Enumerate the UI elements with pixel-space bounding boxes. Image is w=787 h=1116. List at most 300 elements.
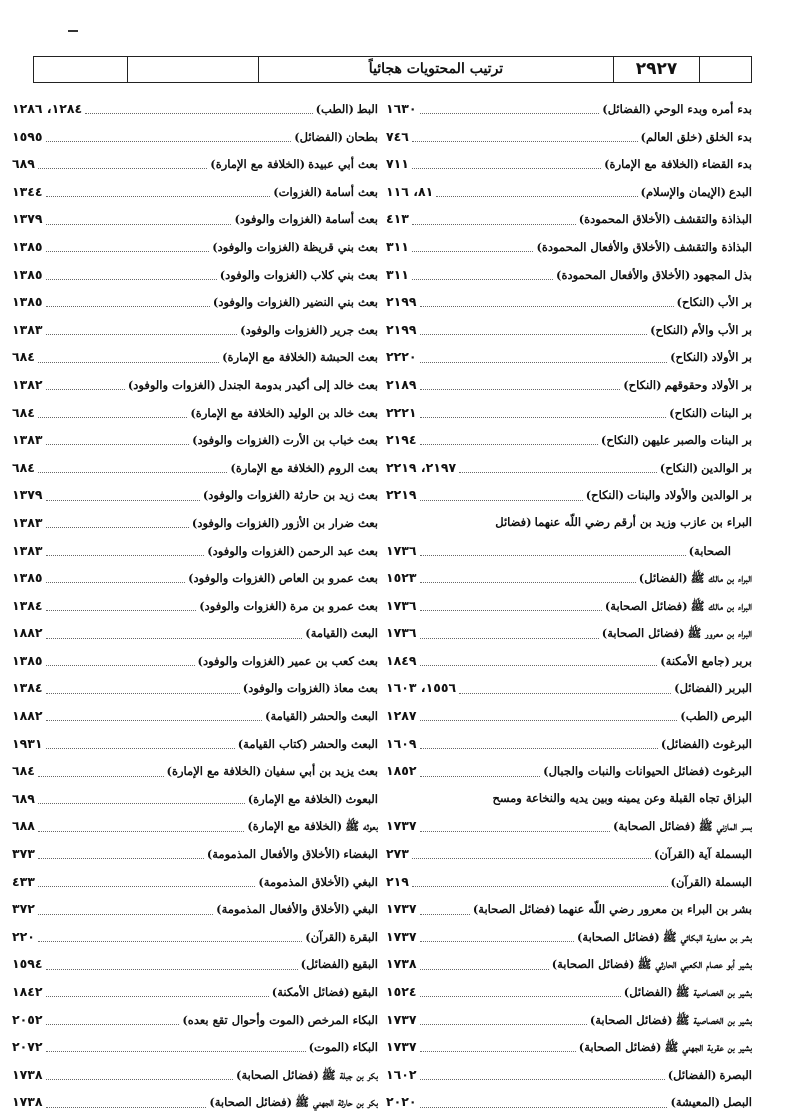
index-entry (386, 868, 752, 896)
entry-page-number: ٢٧٣ (386, 846, 409, 862)
entry-page-number: ١٣٤٤ (12, 183, 43, 199)
entry-category: (الفضائل) (638, 571, 688, 586)
entry-term: بعث بني كلاب (310, 267, 378, 282)
dot-leader (420, 1014, 587, 1025)
index-entry (386, 592, 752, 620)
index-entry (386, 178, 752, 206)
entry-category: (الأخلاق المذمومة) (258, 874, 350, 889)
entry-category: (القيامة) (305, 626, 348, 641)
entry-category: (الغزوات) (273, 184, 323, 199)
entry-page-number: ١٧٣٧ (386, 1011, 417, 1027)
dot-leader (46, 241, 210, 252)
dot-leader (38, 876, 255, 887)
entry-term: بعث يزيد بن أبي سفيان (264, 764, 378, 779)
entry-page-number: ١٨٨٢ (12, 708, 43, 724)
entry-term: بر الأولاد وحقوقهم (664, 377, 752, 392)
entry-term: بعث عمرو بن مرة (290, 598, 378, 613)
entry-category: (النكاح) (600, 433, 640, 448)
entry-page-number: ١٦٣٠ (386, 101, 417, 116)
index-entry (12, 840, 378, 868)
entry-category: (الطب) (315, 102, 354, 116)
entry-page-number: ١٧٣٦ (386, 625, 417, 641)
entry-category: (الأخلاق المحمودة) (578, 212, 671, 227)
entry-category: (النكاح) (659, 460, 699, 475)
entry-category: (الفضائل) (674, 681, 723, 696)
entry-category: (الخلافة مع الإمارة) (222, 350, 317, 365)
index-entry (12, 150, 378, 178)
entry-term: بطحان (345, 129, 378, 144)
entry-page-number: ١٨٥٢ (386, 763, 417, 779)
index-entry (386, 978, 752, 1006)
index-column-left (12, 95, 378, 1116)
entry-page-number: ٢١٩٤ (386, 432, 417, 448)
entry-category: (جامع الأمكنة) (660, 653, 730, 668)
index-entry (12, 674, 378, 702)
index-entry (12, 426, 378, 454)
entry-page-number: ٦٨٤ (12, 763, 35, 779)
dot-leader (46, 1014, 180, 1025)
entry-term: البقيع (352, 957, 378, 972)
entry-term: بعث خالد إلى أكيدر بدومة الجندل (218, 377, 378, 392)
entry-term: البعث والحشر (310, 736, 378, 751)
header-blank-cell (127, 57, 258, 82)
entry-page-number: ٢٠٢٠ (386, 1094, 417, 1110)
index-entry (386, 426, 752, 454)
index-entry (386, 371, 752, 399)
entry-category: (النكاح) (670, 350, 709, 365)
dot-leader (420, 738, 658, 749)
index-entry (12, 233, 378, 261)
entry-category: (فضائل الصحابة) (551, 957, 635, 972)
index-entry (386, 205, 752, 233)
entry-page-number: ٢٠٧٢ (12, 1039, 43, 1055)
entry-category: (كتاب القيامة) (237, 736, 308, 751)
entry-page-number: ١٣٧٩ (12, 487, 43, 503)
entry-term: البراء بن مالك ﷺ (690, 598, 752, 613)
entry-category: (الغزوات والوفود) (219, 267, 308, 282)
dot-leader (420, 1097, 668, 1108)
entry-page-number: ١٥٩٤ (12, 956, 43, 972)
entry-term: البط (356, 102, 378, 116)
entry-category: (الطب) (680, 709, 719, 724)
dot-leader (420, 379, 621, 390)
entry-category: (فضائل الصحابة) (604, 598, 688, 613)
dot-leader (46, 683, 240, 694)
entry-category: (الأخلاق والأفعال المذمومة) (216, 902, 350, 917)
entry-term: بشير بن عقربة الجهني ﷺ (664, 1040, 752, 1055)
entry-page-number: ١٥٢٤ (386, 984, 417, 999)
index-entry (12, 730, 378, 758)
index-entry (386, 564, 752, 592)
entry-page-number: ١٧٣٦ (386, 542, 417, 558)
dot-leader (412, 848, 651, 859)
dot-leader (420, 352, 668, 363)
dot-leader (420, 931, 574, 942)
index-entry (386, 950, 752, 978)
dot-leader (38, 158, 207, 169)
dot-leader (412, 158, 601, 169)
dot-leader (38, 462, 228, 473)
dot-leader (46, 324, 238, 335)
entry-category: (الغزوات والوفود) (207, 543, 296, 558)
entry-category: (الغزوات والوفود) (127, 377, 216, 392)
entry-term: بسر المازني ﷺ (698, 819, 752, 834)
entry-term: بكر بن جبلة ﷺ (321, 1067, 378, 1082)
entry-page-number: ١٥٢٣ (386, 570, 417, 586)
entry-term: البصل (723, 1095, 752, 1110)
entry-page-number: ٢١٩٧، ٢٢١٩ (386, 459, 457, 475)
index-entry (386, 812, 752, 840)
entry-category: (الغزوات والوفود) (240, 322, 328, 337)
entry-category: (الفضائل) (300, 957, 350, 972)
dot-leader (459, 683, 671, 694)
entry-term: بعث عبد الرحمن (298, 543, 378, 558)
index-entry (12, 1033, 378, 1061)
entry-category: (فضائل الصحابة) (601, 626, 685, 641)
entry-category: (فضائل (495, 514, 532, 529)
entry-page-number: ١٣٨٣ (12, 514, 43, 530)
entry-term: بعث أسامة (325, 184, 378, 199)
index-entry (386, 923, 752, 951)
entry-page-number: ١٢٨٤، ١٢٨٦ (12, 101, 83, 116)
index-entry (12, 647, 378, 675)
entry-term: بشير بن الخصاصية ﷺ (675, 985, 752, 999)
index-entry (386, 150, 752, 178)
entry-term: بعوثه ﷺ (345, 819, 378, 834)
index-entry (386, 481, 752, 509)
entry-term: البقيع (352, 985, 378, 999)
index-entry (386, 785, 752, 813)
entry-page-number: ٢٢١٩ (386, 487, 417, 503)
entry-category: (الفضائل) (660, 736, 710, 751)
entry-category: (الخلافة مع الإمارة) (604, 157, 699, 172)
entry-term: البذاذة والتقشف (673, 212, 752, 227)
index-entry (386, 702, 752, 730)
dot-leader (412, 214, 576, 225)
index-entry (12, 509, 378, 537)
index-entry (386, 619, 752, 647)
entry-term: البقرة (349, 929, 378, 944)
dot-leader (38, 821, 244, 832)
dot-leader (420, 710, 678, 721)
entry-term: البغي (352, 874, 378, 889)
index-entry (12, 178, 378, 206)
entry-term: بعث أسامة (325, 212, 378, 227)
index-entry (386, 1061, 752, 1089)
dot-leader (420, 572, 636, 583)
entry-term: بدء الخلق (705, 129, 752, 144)
index-entry (12, 564, 378, 592)
dot-leader (38, 793, 245, 804)
index-column-right (386, 95, 752, 1116)
entry-page-number: ١٣٨٥ (12, 570, 43, 586)
dot-leader (46, 490, 200, 501)
index-entry (12, 288, 378, 316)
entry-category: (فضائل الصحابة) (589, 1012, 673, 1027)
entry-term: البرص (721, 709, 752, 724)
dot-leader (412, 876, 668, 887)
entry-term: بشير أبو عصام الكعبي الحارثي ﷺ (637, 957, 752, 972)
index-entry (12, 537, 378, 565)
entry-term: البربر (725, 681, 752, 696)
entry-term: البرغوث (712, 764, 752, 779)
entry-term: بشر بن معاوية البكائي ﷺ (662, 929, 752, 944)
index-entry (386, 895, 752, 923)
dot-leader (420, 490, 583, 501)
dot-leader (420, 1041, 576, 1052)
dot-leader (46, 434, 190, 445)
entry-term: بر الأولاد (711, 350, 752, 365)
dot-leader (46, 959, 298, 970)
entry-category: (الأخلاق والأفعال المحمودة) (536, 239, 671, 254)
entry-term: البراء بن معرور ﷺ (687, 626, 752, 641)
index-entry (12, 261, 378, 289)
index-entry (12, 1088, 378, 1116)
entry-page-number: ١٨٤٢ (12, 984, 43, 999)
entry-page-number: ١٧٣٧ (386, 901, 417, 917)
entry-term: بعث أبي عبيدة (308, 157, 378, 172)
entry-page-number: ٣٧٣ (12, 846, 35, 862)
dot-leader (38, 766, 164, 777)
dot-leader (420, 1069, 665, 1080)
dot-leader (412, 131, 638, 142)
entry-page-number: ١٣٨٥ (12, 238, 43, 254)
entry-term: بر الأب والأم (691, 322, 752, 337)
index-entry (12, 399, 378, 427)
entry-category: (فضائل الصحابة) (612, 819, 696, 834)
entry-category: (فضائل الصحابة) (236, 1067, 319, 1082)
dot-leader (46, 1069, 234, 1080)
entry-page-number: ١٣٨٤ (12, 597, 43, 613)
entry-category: (الموت وأحوال تقع بعده) (182, 1012, 305, 1027)
index-entry (12, 812, 378, 840)
dot-leader (46, 572, 186, 583)
index-entry (12, 454, 378, 482)
entry-page-number: ١٧٣٨ (12, 1094, 43, 1110)
entry-page-number: ١٧٣٧ (386, 928, 417, 944)
entry-category: (الفضائل) (667, 1067, 717, 1082)
index-entry (386, 730, 752, 758)
dot-leader (420, 324, 648, 335)
dot-leader (420, 959, 549, 970)
entry-page-number: ١٣٨٥ (12, 294, 43, 310)
entry-page-number: ٦٨٤ (12, 404, 35, 420)
dot-leader (46, 296, 210, 307)
entry-term: بدء أمره وبدء الوحي (654, 102, 752, 116)
entry-page-number: ١٢٨٧ (386, 708, 417, 724)
dot-leader (420, 296, 674, 307)
index-entry (12, 343, 378, 371)
entry-category: (الخلافة مع الإمارة) (230, 460, 326, 475)
dot-leader (38, 407, 187, 418)
entry-page-number: ١٦٠٩ (386, 735, 417, 751)
entry-page-number: ٢١٩٩ (386, 294, 417, 310)
entry-category: (الغزوات والوفود) (199, 598, 288, 613)
header-blank-cell (699, 57, 751, 82)
index-entry (12, 923, 378, 951)
entry-category: (فضائل الصحابة) (472, 902, 556, 917)
dot-leader (436, 186, 637, 197)
entry-category: (الخلافة مع الإمارة) (210, 157, 306, 172)
entry-page-number: ١٧٣٧ (386, 818, 417, 834)
entry-category: (فضائل الصحابة) (576, 929, 660, 944)
index-entry (386, 1088, 752, 1116)
dot-leader (38, 904, 213, 915)
entry-page-number: ١٥٥٦، ١٦٠٣ (386, 680, 457, 696)
entry-page-number: ١٣٨٤ (12, 680, 43, 696)
entry-page-number: ٤٣٣ (12, 873, 35, 889)
dot-leader (420, 766, 541, 777)
index-entry (386, 1006, 752, 1034)
entry-page-number: ١٣٨٥ (12, 266, 43, 282)
page-header (33, 56, 752, 83)
index-entry (12, 702, 378, 730)
entry-term: البكاء المرخص (307, 1012, 378, 1027)
entry-category: (الغزوات والوفود) (212, 239, 301, 254)
index-entry (12, 316, 378, 344)
entry-term: البعث (350, 626, 378, 641)
dot-leader (420, 821, 610, 832)
entry-category: (الفضائل) (602, 102, 652, 116)
entry-page-number: ١٧٣٨ (386, 956, 417, 972)
entry-term: بعث خباب بن الأرت (282, 433, 378, 448)
dot-leader (412, 241, 534, 252)
entry-term: البسملة آية (698, 847, 752, 862)
entry-category: (الغزوات والوفود) (212, 295, 301, 310)
entry-category: (الأخلاق والأفعال المذمومة) (206, 847, 341, 862)
entry-category: (الغزوات والوفود) (191, 515, 280, 530)
dot-leader (420, 904, 470, 915)
dot-leader (46, 986, 269, 997)
entry-term: البسملة (714, 874, 752, 889)
entry-page-number: ٣١١ (386, 266, 409, 282)
entry-category: (القيامة) (265, 709, 308, 724)
entry-term: البراء بن عازب وزيد بن أرقم رضي اللّه عنهما (534, 514, 752, 529)
dot-leader (85, 103, 312, 114)
entry-term: البعث والحشر (310, 709, 378, 724)
dot-leader (459, 462, 657, 473)
dot-leader (46, 710, 262, 721)
index-entry (386, 288, 752, 316)
entry-term: بعث ضرار بن الأزور (282, 515, 378, 530)
entry-category: (فضائل الحيوانات والنبات والجبال) (543, 764, 710, 779)
dot-leader (38, 352, 219, 363)
entry-category: الصحابة) (688, 543, 731, 558)
entry-category: (النكاح) (669, 405, 708, 420)
index-entry (12, 785, 378, 813)
entry-term: البذاذة والتقشف (673, 239, 752, 254)
dot-leader (46, 655, 195, 666)
entry-category: (الغزوات والوفود) (188, 571, 276, 586)
dot-leader (46, 186, 271, 197)
entry-category: (القرآن) (305, 929, 347, 944)
entry-page-number: ٧١١ (386, 156, 409, 172)
entry-category: (الخلافة مع الإمارة) (190, 405, 286, 420)
dot-leader (46, 269, 217, 280)
index-entry (386, 95, 752, 123)
entry-category: (الغزوات والوفود) (202, 488, 291, 503)
entry-category: (الغزوات والوفود) (234, 212, 323, 227)
index-entry (386, 647, 752, 675)
dot-leader (420, 103, 600, 114)
entry-category: (القرآن) (670, 874, 712, 889)
dot-leader (46, 214, 232, 225)
index-entry (386, 123, 752, 151)
index-entry (12, 757, 378, 785)
entry-page-number: ١٧٣٧ (386, 1039, 417, 1055)
entry-term: البعوث (345, 791, 378, 806)
entry-category: (فضائل الصحابة) (578, 1040, 662, 1055)
entry-term: بر الوالدين (701, 460, 752, 475)
index-entry (12, 895, 378, 923)
dot-leader (46, 628, 303, 639)
dot-leader (46, 1041, 306, 1052)
entry-page-number: ١٨٨٢ (12, 625, 43, 641)
index-entry (386, 343, 752, 371)
dot-leader (420, 407, 667, 418)
entry-category: (الفضائل) (623, 985, 673, 999)
entry-category: (الإيمان والإسلام) (640, 184, 726, 199)
entry-page-number: ١٣٧٩ (12, 211, 43, 227)
entry-term: البغي (352, 902, 378, 917)
entry-category: (الموت) (308, 1040, 350, 1055)
index-entry (12, 592, 378, 620)
entry-page-number: ١٣٨٢ (12, 376, 43, 392)
entry-page-number: ٢٢٠ (12, 928, 35, 944)
index-entry (12, 619, 378, 647)
entry-term: بعث زيد بن حارثة (293, 488, 378, 503)
dot-leader (420, 655, 658, 666)
entry-term: بعث كعب بن عمير (288, 653, 378, 668)
index-entry (386, 537, 752, 565)
entry-page-number: ٦٨٩ (12, 790, 35, 806)
entry-term: بدء القضاء (701, 157, 752, 172)
page-number: ٢٩٢٧ (613, 57, 699, 82)
dot-leader (46, 738, 235, 749)
entry-term: البراء بن مالك ﷺ (690, 571, 752, 586)
dot-leader (420, 600, 602, 611)
index-entry (12, 950, 378, 978)
entry-term: بربر (732, 653, 752, 668)
entry-term: بكر بن حارثة الجهني ﷺ (295, 1095, 378, 1110)
entry-page-number: ٢١٩ (386, 873, 409, 889)
entry-term: بر البنات (710, 405, 752, 420)
dot-leader (420, 628, 599, 639)
index-entry (386, 509, 752, 537)
entry-page-number: ٣١١ (386, 238, 409, 254)
entry-term: بعث جرير (330, 322, 378, 337)
entry-page-number: ١٥٩٥ (12, 128, 43, 144)
index-entry (12, 868, 378, 896)
entry-page-number: ٢١٩٩ (386, 321, 417, 337)
entry-page-number: ٢٢٢١ (386, 404, 417, 420)
dot-leader (38, 848, 204, 859)
entry-page-number: ٢١٨٩ (386, 376, 417, 392)
entry-page-number: ١٧٣٨ (12, 1066, 43, 1082)
entry-category: (الغزوات والوفود) (197, 653, 286, 668)
entry-category: (فضائل الأمكنة) (271, 985, 350, 999)
entry-term: البرغوث (712, 736, 752, 751)
entry-category: (النكاح) (650, 322, 689, 337)
entry-category: (الفضائل) (294, 129, 343, 144)
dot-leader (46, 379, 125, 390)
dot-leader (46, 131, 292, 142)
entry-term: بر البنات والصبر عليهن (642, 433, 752, 448)
entry-page-number: ٢٢٢٠ (386, 349, 417, 365)
entry-page-number: ٨١، ١١٦ (386, 183, 434, 199)
dot-leader (420, 434, 598, 445)
entry-term: بعث الروم (328, 460, 378, 475)
